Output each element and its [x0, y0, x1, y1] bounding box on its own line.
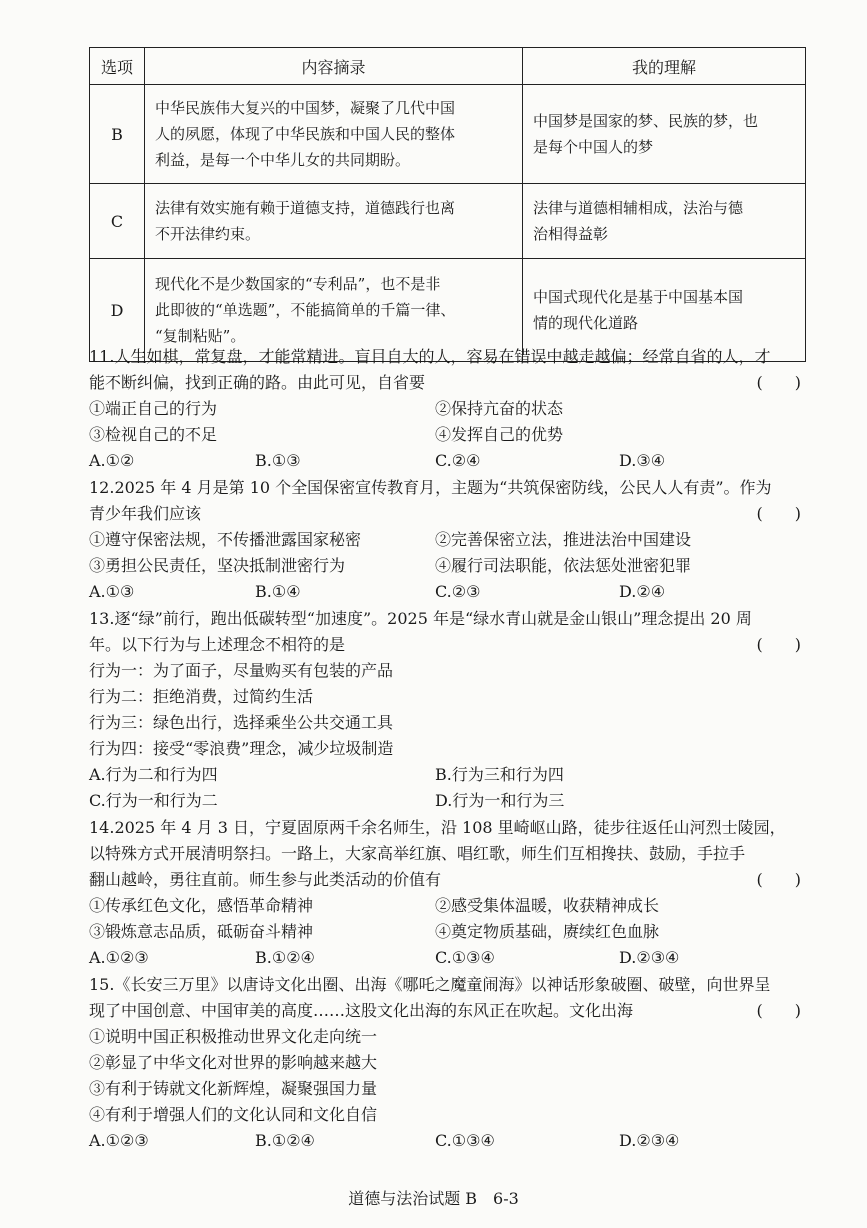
answer-bracket: ( ) — [756, 1001, 801, 1020]
text-line: 现代化不是少数国家的“专利品”，也不是非 — [155, 275, 441, 293]
question-stem-last — [89, 501, 809, 527]
option-label: D — [90, 259, 145, 362]
table-header: 内容摘录 — [145, 48, 523, 85]
choice-d[interactable]: D.③④ — [619, 451, 666, 470]
question-stem-last — [89, 998, 809, 1024]
choice-a[interactable]: A.①②③ — [89, 1131, 149, 1150]
question-stem: 能不断纠偏，找到正确的路。由此可见，自省要 — [89, 373, 426, 392]
choice-d[interactable]: D.②④ — [619, 582, 666, 601]
choice-c[interactable]: C.①③④ — [435, 948, 495, 967]
answer-bracket: ( ) — [756, 635, 801, 654]
text-line: “复制粘贴”。 — [155, 327, 246, 345]
choice-row — [89, 1128, 809, 1154]
question-stem-last — [89, 370, 809, 396]
text-line: 不开法律约束。 — [155, 225, 261, 243]
choice-d[interactable]: D.行为一和行为三 — [435, 791, 565, 810]
statement: ③锻炼意志品质，砥砺奋斗精神 — [89, 922, 314, 941]
text-line: 是每个中国人的梦 — [533, 138, 654, 156]
answer-bracket: ( ) — [756, 373, 801, 392]
question-stem: 14.2025 年 4 月 3 日，宁夏固原两千余名师生，沿 108 里崎岖山路，徒步往返任山河烈士陵园， — [89, 818, 786, 837]
choice-row — [89, 448, 809, 474]
statement: 行为三：绿色出行，选择乘坐公共交通工具 — [89, 713, 394, 732]
option-label: B — [90, 85, 145, 184]
statement: 行为四：接受“零浪费”理念，减少垃圾制造 — [89, 739, 394, 758]
question-stem: 15.《长安三万里》以唐诗文化出圈、出海《哪吒之魔童闹海》以神话形象破圈、破壁，向世界呈 — [89, 975, 771, 994]
statement: ②完善保密立法，推进法治中国建设 — [435, 530, 692, 549]
choice-c[interactable]: C.行为一和行为二 — [89, 791, 218, 810]
question-14 — [89, 815, 809, 971]
text-line: 法律有效实施有赖于道德支持，道德践行也离 — [155, 199, 456, 217]
question-13 — [89, 606, 809, 814]
choice-b[interactable]: B.①③ — [255, 451, 301, 470]
question-stem: 13.逐“绿”前行，跑出低碳转型“加速度”。2025 年是“绿水青山就是金山银山”理念提出 20 周 — [89, 609, 752, 628]
statement-row — [89, 527, 809, 553]
option-label: C — [90, 184, 145, 259]
statement-row — [89, 893, 809, 919]
choice-a[interactable]: A.①②③ — [89, 948, 149, 967]
choice-b[interactable]: B.行为三和行为四 — [435, 765, 564, 784]
choice-d[interactable]: D.②③④ — [619, 1131, 680, 1150]
question-stem: 以特殊方式开展清明祭扫。一路上，大家高举红旗、唱红歌，师生们互相搀扶、鼓励，手拉手 — [89, 844, 746, 863]
statement: ④奠定物质基础，赓续红色血脉 — [435, 922, 660, 941]
statement-row — [89, 919, 809, 945]
text-line: 此即彼的“单选题”，不能搞简单的千篇一律、 — [155, 301, 456, 319]
table-header: 选项 — [90, 48, 145, 85]
statement: ④发挥自己的优势 — [435, 425, 564, 444]
choice-b[interactable]: B.①②④ — [255, 1131, 315, 1150]
content-excerpt — [145, 85, 523, 184]
statement: 行为二：拒绝消费，过简约生活 — [89, 687, 314, 706]
options-table — [89, 47, 806, 362]
text-line: 法律与道德相辅相成，法治与德 — [533, 199, 744, 217]
table-row — [90, 184, 806, 259]
statement-row — [89, 553, 809, 579]
statement: ③有利于铸就文化新辉煌，凝聚强国力量 — [89, 1079, 378, 1098]
my-understanding — [523, 85, 806, 184]
text-line: 治相得益彰 — [533, 225, 609, 243]
question-15 — [89, 972, 809, 1154]
text-line: 情的现代化道路 — [533, 314, 639, 332]
statement: ③勇担公民责任，坚决抵制泄密行为 — [89, 556, 346, 575]
question-stem: 11.人生如棋，常复盘，才能常精进。盲目自大的人，容易在错误中越走越偏；经常自省的人，才 — [89, 347, 771, 366]
choice-a[interactable]: A.①② — [89, 451, 135, 470]
statement-row — [89, 422, 809, 448]
text-line: 人的夙愿，体现了中华民族和中国人民的整体 — [155, 125, 456, 143]
statement: 行为一：为了面子，尽量购买有包装的产品 — [89, 661, 394, 680]
content-excerpt — [145, 184, 523, 259]
statement: ①说明中国正积极推动世界文化走向统一 — [89, 1027, 378, 1046]
choice-c[interactable]: C.①③④ — [435, 1131, 495, 1150]
statement: ①端正自己的行为 — [89, 399, 218, 418]
statement: ②感受集体温暖，收获精神成长 — [435, 896, 660, 915]
my-understanding — [523, 184, 806, 259]
statement: ②彰显了中华文化对世界的影响越来越大 — [89, 1053, 378, 1072]
statement-row — [89, 396, 809, 422]
text-line: 中国梦是国家的梦、民族的梦，也 — [533, 112, 759, 130]
choice-d[interactable]: D.②③④ — [619, 948, 680, 967]
table-row — [90, 85, 806, 184]
choice-a[interactable]: A.①③ — [89, 582, 135, 601]
choice-a[interactable]: A.行为二和行为四 — [89, 765, 218, 784]
answer-bracket: ( ) — [756, 504, 801, 523]
question-stem: 12.2025 年 4 月是第 10 个全国保密宣传教育月，主题为“共筑保密防线，公民人人有责”。作为 — [89, 478, 772, 497]
answer-bracket: ( ) — [756, 870, 801, 889]
text-line: 利益，是每一个中华儿女的共同期盼。 — [155, 151, 411, 169]
question-stem-last — [89, 632, 809, 658]
table-header-row — [90, 48, 806, 85]
choice-row — [89, 788, 809, 814]
text-line: 中华民族伟大复兴的中国梦，凝聚了几代中国 — [155, 99, 456, 117]
statement: ④履行司法职能，依法惩处泄密犯罪 — [435, 556, 692, 575]
choice-b[interactable]: B.①②④ — [255, 948, 315, 967]
question-11 — [89, 344, 809, 474]
question-12 — [89, 475, 809, 605]
statement: ②保持亢奋的状态 — [435, 399, 564, 418]
question-stem-last — [89, 867, 809, 893]
question-stem: 翻山越岭，勇往直前。师生参与此类活动的价值有 — [89, 870, 442, 889]
choice-c[interactable]: C.②④ — [435, 451, 481, 470]
choice-c[interactable]: C.②③ — [435, 582, 481, 601]
question-stem: 现了中国创意、中国审美的高度……这股文化出海的东风正在吹起。文化出海 — [89, 1001, 634, 1020]
question-stem: 年。以下行为与上述理念不相符的是 — [89, 635, 346, 654]
choice-row — [89, 579, 809, 605]
page-footer: 道德与法治试题 B 6-3 — [348, 1189, 519, 1208]
statement: ①遵守保密法规，不传播泄露国家秘密 — [89, 530, 362, 549]
statement: ①传承红色文化，感悟革命精神 — [89, 896, 314, 915]
question-stem: 青少年我们应该 — [89, 504, 202, 523]
statement: ③检视自己的不足 — [89, 425, 218, 444]
statement: ④有利于增强人们的文化认同和文化自信 — [89, 1105, 378, 1124]
choice-row — [89, 945, 809, 971]
choice-b[interactable]: B.①④ — [255, 582, 301, 601]
choice-row — [89, 762, 809, 788]
table-header: 我的理解 — [523, 48, 806, 85]
text-line: 中国式现代化是基于中国基本国 — [533, 288, 744, 306]
